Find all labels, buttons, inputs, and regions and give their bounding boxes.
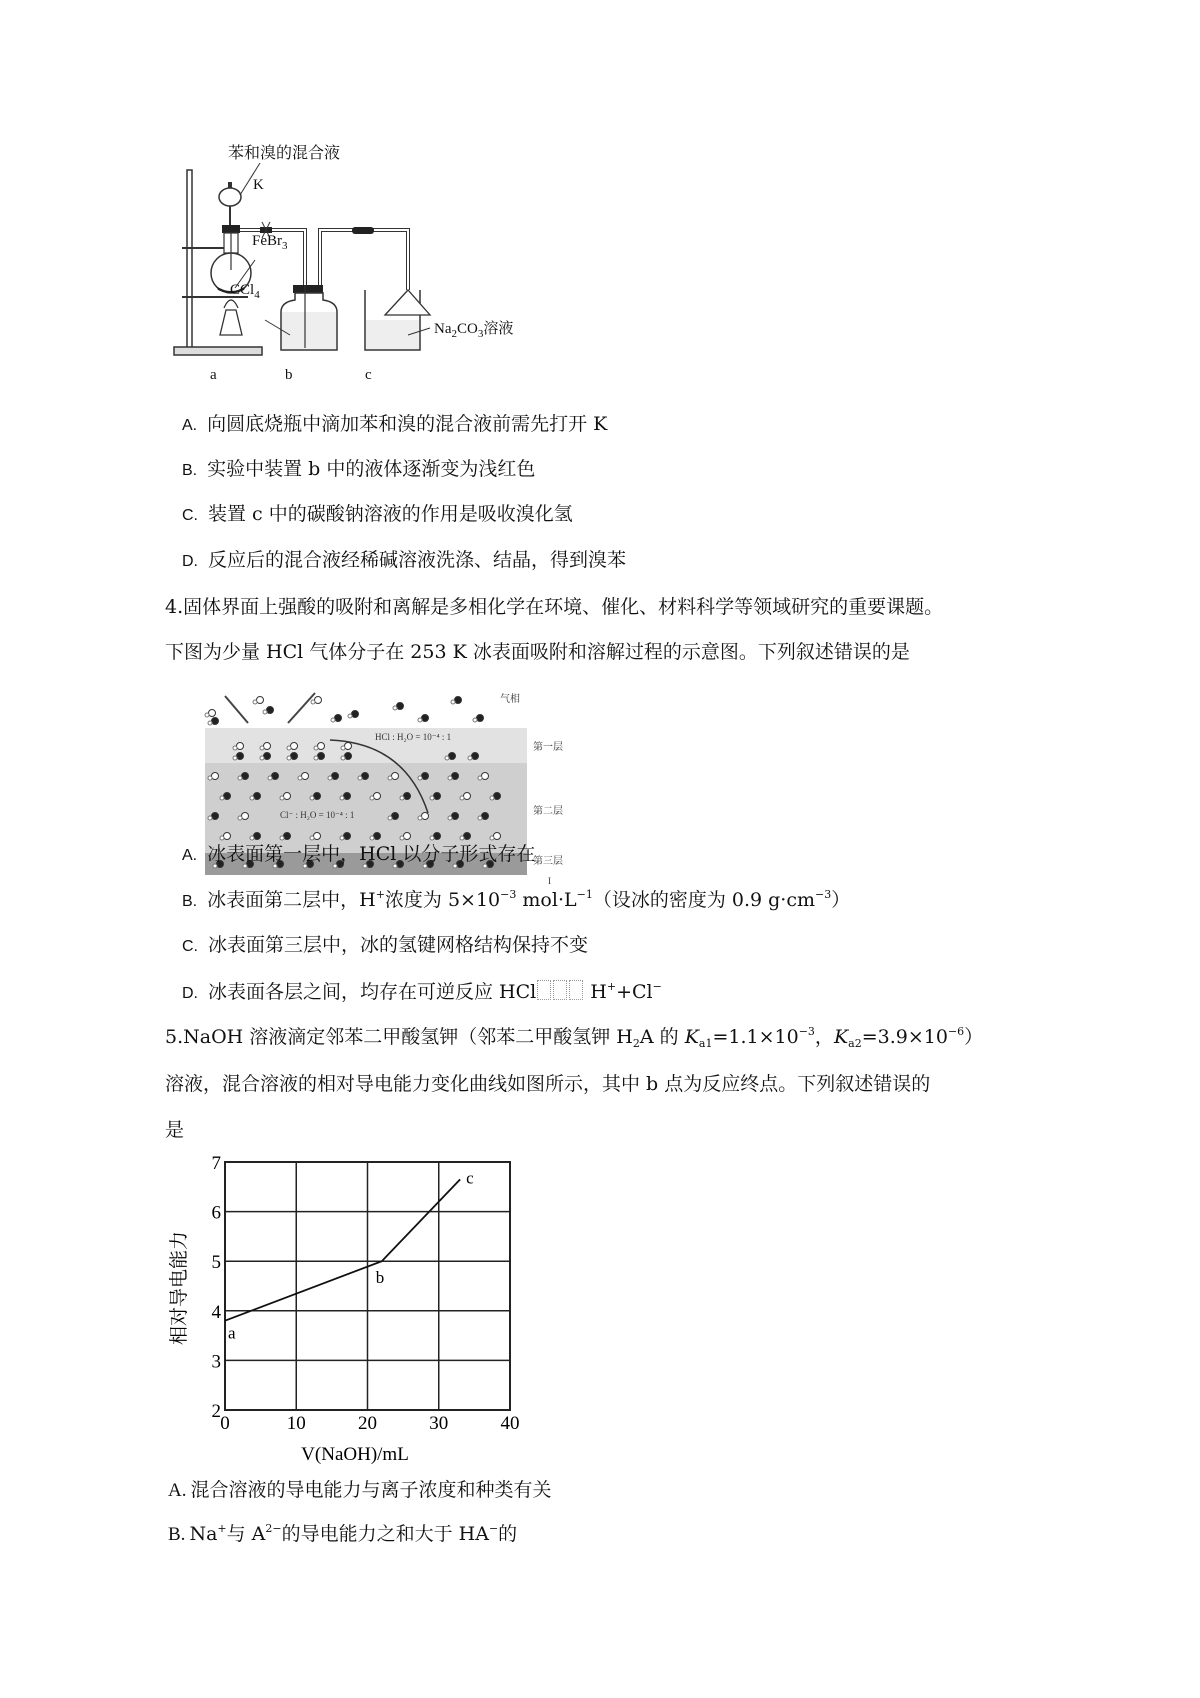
- y-tick-label: 5: [211, 1252, 221, 1274]
- layer2-molecule: [242, 773, 249, 780]
- gas-molecule: [352, 711, 359, 718]
- option-key: B.: [168, 1524, 186, 1545]
- q3-option-b: [182, 457, 535, 483]
- layer2-molecule-h: [340, 836, 344, 840]
- layer2-molecule: [392, 813, 399, 820]
- layer2-molecule: [392, 773, 399, 780]
- layer2-molecule-h: [430, 796, 434, 800]
- option-text: 的: [498, 1523, 518, 1545]
- layer1-molecule: [264, 753, 271, 760]
- ka2-value: =3.9×10: [861, 1026, 948, 1048]
- sub: 2: [632, 1037, 640, 1050]
- beaker-text-3: 溶液: [483, 321, 514, 337]
- catalyst-sub: 3: [282, 240, 288, 252]
- layer1-molecule: [291, 753, 298, 760]
- apparatus-drawing: [160, 140, 580, 390]
- layer2-molecule-h: [370, 836, 374, 840]
- stem-text: ）: [964, 1026, 984, 1048]
- layer2-molecule-h: [220, 796, 224, 800]
- y-tick-label: 3: [211, 1351, 221, 1373]
- device-label-a: a: [210, 367, 217, 383]
- q4-stem-line1: 4.固体界面上强酸的吸附和离解是多相化学在环境、催化、材料科学等领域研究的重要课题。: [165, 596, 944, 618]
- layer2-molecule-h: [418, 776, 422, 780]
- layer1-molecule: [345, 753, 352, 760]
- layer2-molecule: [224, 833, 231, 840]
- layer2-molecule-h: [340, 796, 344, 800]
- layer2-label: 第二层: [533, 806, 563, 817]
- layer2-molecule: [404, 793, 411, 800]
- layer1-molecule-h: [445, 756, 449, 760]
- layer1-label: 第一层: [533, 742, 563, 753]
- beaker-sub-1: 2: [451, 328, 457, 340]
- layer2-molecule-h: [430, 836, 434, 840]
- layer2-molecule-h: [250, 796, 254, 800]
- layer2-molecule-h: [310, 836, 314, 840]
- option-text: +Cl: [616, 981, 653, 1003]
- option-text: 冰表面第一层中，HCl 以分子形式存在: [207, 843, 536, 865]
- option-key: B.: [182, 893, 198, 910]
- layer1-molecule: [318, 753, 325, 760]
- layer1-molecule: [345, 743, 352, 750]
- layer2-molecule: [344, 833, 351, 840]
- q5-option-b: [168, 1522, 517, 1547]
- chart-ticks: [212, 1153, 520, 1434]
- layer2-molecule-h: [280, 836, 284, 840]
- flask-stopper: [222, 225, 240, 233]
- y-tick-label: 7: [211, 1153, 221, 1174]
- option-text: Na: [189, 1523, 218, 1545]
- sup: −3: [500, 888, 517, 901]
- bottom-mark: I: [548, 876, 551, 886]
- gas-molecule: [397, 703, 404, 710]
- layer2-molecule-h: [490, 796, 494, 800]
- sup: +: [217, 1522, 227, 1535]
- q3-option-d: [182, 548, 626, 574]
- sup: +: [375, 888, 385, 901]
- option-text: 的导电能力之和大于 HA: [281, 1523, 489, 1545]
- solvent-sub: 4: [254, 289, 260, 301]
- x-axis-label: V(NaOH)/mL: [301, 1444, 409, 1465]
- apparatus-figure: [160, 140, 580, 390]
- layer2-molecule-h: [238, 816, 242, 820]
- layer2-molecule: [452, 813, 459, 820]
- layer2-molecule: [482, 813, 489, 820]
- option-key: A.: [168, 1480, 187, 1501]
- layer2-molecule: [434, 793, 441, 800]
- y-tick-label: 6: [211, 1202, 221, 1224]
- q3-option-a: [182, 412, 607, 438]
- layer2-molecule: [314, 833, 321, 840]
- layer1-molecule-h: [314, 746, 318, 750]
- layer2-molecule: [212, 773, 219, 780]
- stand-rod: [187, 170, 192, 350]
- layer2-molecule: [434, 833, 441, 840]
- option-text: 向圆底烧瓶中滴加苯和溴的混合液前需先打开 K: [207, 413, 608, 435]
- option-key: D.: [182, 985, 198, 1002]
- layer2-molecule: [494, 833, 501, 840]
- gas-molecule: [315, 697, 322, 704]
- equilibrium-arrow-icon: [553, 980, 567, 1000]
- layer1-molecule: [318, 743, 325, 750]
- layer1-molecule: [237, 753, 244, 760]
- option-key: C.: [182, 938, 198, 955]
- option-text: 与 A: [226, 1523, 266, 1545]
- equilibrium-arrow-icon: [537, 980, 551, 1000]
- layer2-molecule-h: [460, 836, 464, 840]
- layer2-molecule: [464, 833, 471, 840]
- option-text: mol·L: [516, 889, 577, 911]
- layer2-molecule-h: [250, 836, 254, 840]
- sup: 2−: [265, 1522, 282, 1535]
- x-tick-label: 40: [500, 1413, 520, 1434]
- layer2-molecule: [452, 773, 459, 780]
- gas-molecule: [209, 710, 216, 717]
- gas-molecule-h: [208, 721, 212, 725]
- layer1-molecule-h: [287, 756, 291, 760]
- layer2-molecule: [224, 793, 231, 800]
- q5-stem-line1: [165, 1025, 983, 1049]
- option-text: 冰表面第二层中，H: [207, 889, 376, 911]
- bottle-stopper: [293, 285, 323, 293]
- chart-svg: [165, 1148, 525, 1466]
- beaker-sub-2: 3: [477, 328, 484, 340]
- q4-stem-line2: 下图为少量 HCl 气体分子在 253 K 冰表面吸附和溶解过程的示意图。下列叙述错误的是: [165, 641, 910, 663]
- equilibrium-arrow-icon: [569, 980, 583, 1000]
- desorb-arrow: [225, 696, 248, 723]
- beaker-text-1: Na: [434, 321, 452, 337]
- y-tick-label: 4: [211, 1301, 221, 1323]
- gas-phase-label: 气相: [500, 694, 520, 705]
- dropping-funnel: [219, 188, 241, 206]
- chart-grid: [225, 1162, 510, 1410]
- y-tick-label: 2: [211, 1401, 221, 1422]
- layer2-molecule-h: [478, 776, 482, 780]
- layer1-molecule-h: [341, 756, 345, 760]
- layer2-molecule-h: [400, 796, 404, 800]
- q4-option-b: [182, 888, 850, 914]
- layer2-molecule-h: [460, 796, 464, 800]
- layer1-molecule: [237, 743, 244, 750]
- stem-text: 5.NaOH 溶液滴定邻苯二甲酸氢钾（邻苯二甲酸氢钾 H: [165, 1026, 633, 1048]
- q3-option-c: [182, 502, 573, 528]
- gas-molecule-h: [393, 706, 397, 710]
- gas-molecule-h: [348, 714, 352, 718]
- gas-molecule-h: [451, 700, 455, 704]
- conductivity-chart: [165, 1148, 525, 1466]
- gas-molecule: [422, 715, 429, 722]
- y-axis-label: 相对导电能力: [169, 1230, 190, 1346]
- gas-molecule: [477, 715, 484, 722]
- layer2-molecule: [494, 793, 501, 800]
- option-text: 反应后的混合液经稀碱溶液洗涤、结晶，得到溴苯: [208, 549, 627, 571]
- gas-molecule: [212, 718, 219, 725]
- layer2-molecule: [254, 793, 261, 800]
- layer2-molecule-h: [328, 776, 332, 780]
- x-tick-label: 10: [286, 1413, 306, 1434]
- layer2-molecule-h: [478, 816, 482, 820]
- layer2-molecule: [302, 773, 309, 780]
- option-text: 装置 c 中的碳酸钠溶液的作用是吸收溴化氢: [208, 503, 573, 525]
- layer2-molecule: [482, 773, 489, 780]
- catalyst-text: FeBr: [252, 233, 282, 249]
- layer2-molecule: [254, 833, 261, 840]
- layer2-molecule: [422, 773, 429, 780]
- layer2-molecule-h: [208, 776, 212, 780]
- gas-molecule-h: [253, 700, 257, 704]
- q4-option-c: [182, 933, 588, 959]
- stem-text: ，: [814, 1026, 834, 1048]
- layer2-molecule: [374, 833, 381, 840]
- valve-label: K: [253, 177, 264, 193]
- option-key: C.: [182, 507, 198, 524]
- layer2-ratio: Cl⁻ : H₂O = 10⁻⁴ : 1: [280, 810, 355, 820]
- gas-molecule-h: [473, 718, 477, 722]
- point-label-c: c: [466, 1168, 474, 1188]
- layer2-molecule-h: [388, 776, 392, 780]
- layer1-molecule: [472, 753, 479, 760]
- q5-stem-line3: 是: [165, 1119, 185, 1141]
- solvent-text: CCl: [230, 282, 255, 298]
- layer2-molecule: [314, 793, 321, 800]
- chart-line: [225, 1168, 474, 1342]
- layer2-molecule-h: [280, 796, 284, 800]
- rubber-connector: [352, 227, 374, 234]
- layer2-molecule: [212, 813, 219, 820]
- q5-option-a: [168, 1478, 552, 1503]
- layer1-molecule-h: [287, 746, 291, 750]
- device-label-c: c: [365, 367, 372, 383]
- funnel-label: 苯和溴的混合液: [228, 145, 341, 162]
- stem-text: A 的: [639, 1026, 685, 1048]
- sub: a2: [848, 1037, 862, 1050]
- layer1-molecule-h: [341, 746, 345, 750]
- point-label-b: b: [375, 1268, 385, 1288]
- gas-molecule: [455, 697, 462, 704]
- sup: −: [488, 1522, 499, 1535]
- option-text: 浓度为 5×10: [384, 889, 501, 911]
- layer2-molecule: [464, 793, 471, 800]
- layer2-molecule-h: [310, 796, 314, 800]
- x-tick-label: 20: [358, 1413, 377, 1434]
- layer2-molecule-h: [238, 776, 242, 780]
- sup: +: [606, 980, 617, 993]
- adsorb-arrow: [288, 693, 315, 723]
- sub: a1: [698, 1037, 713, 1050]
- option-key: B.: [182, 462, 198, 479]
- point-label-a: a: [228, 1323, 236, 1343]
- layer2-molecule: [242, 813, 249, 820]
- q5-stem-line2: 溶液，混合溶液的相对导电能力变化曲线如图所示，其中 b 点为反应终点。下列叙述错误的: [165, 1073, 931, 1095]
- inverted-funnel: [385, 290, 430, 315]
- layer2-molecule-h: [298, 776, 302, 780]
- layer1-ratio: HCl : H₂O = 10⁻⁴ : 1: [375, 732, 452, 742]
- option-text: H: [584, 981, 607, 1003]
- stand-base: [174, 347, 262, 355]
- layer2-molecule: [272, 773, 279, 780]
- layer2-molecule-h: [358, 776, 362, 780]
- gas-molecule-h: [418, 718, 422, 722]
- layer2-molecule-h: [490, 836, 494, 840]
- layer1-molecule-h: [260, 746, 264, 750]
- layer1-molecule-h: [233, 746, 237, 750]
- conductivity-curve: [225, 1179, 460, 1320]
- layer1-molecule: [291, 743, 298, 750]
- option-key: A.: [182, 417, 198, 434]
- layer2-molecule-h: [370, 796, 374, 800]
- layer2-molecule: [362, 773, 369, 780]
- gas-molecule: [257, 697, 264, 704]
- beaker-label: [434, 320, 513, 338]
- gas-molecule-h: [331, 718, 335, 722]
- layer2-molecule-h: [418, 816, 422, 820]
- option-text: 冰表面第三层中，冰的氢键网格结构保持不变: [208, 934, 589, 956]
- device-label-b: b: [285, 367, 293, 383]
- gas-molecule-h: [263, 710, 267, 714]
- layer1-molecule: [449, 753, 456, 760]
- layer1-molecule-h: [468, 756, 472, 760]
- option-text: 冰表面各层之间，均存在可逆反应 HCl: [208, 981, 537, 1003]
- sup: −6: [947, 1025, 965, 1038]
- option-text: 混合溶液的导电能力与离子浓度和种类有关: [190, 1479, 552, 1501]
- option-key: D.: [182, 553, 198, 570]
- layer2-molecule: [422, 813, 429, 820]
- layer2-molecule-h: [208, 816, 212, 820]
- sup: −: [652, 980, 662, 993]
- sup: −1: [576, 888, 593, 901]
- gas-molecule-h: [205, 713, 209, 717]
- layer2-molecule-h: [448, 816, 452, 820]
- layer3-label: 第三层: [533, 856, 563, 867]
- layer2-molecule: [284, 833, 291, 840]
- layer2-molecule-h: [400, 836, 404, 840]
- gas-molecule: [267, 707, 274, 714]
- layer2-molecule-h: [388, 816, 392, 820]
- beaker-text-2: CO: [457, 321, 478, 337]
- gas-molecule: [335, 715, 342, 722]
- ka1-value: =1.1×10: [712, 1026, 799, 1048]
- ka1-symbol: K: [684, 1026, 699, 1048]
- layer2-molecule: [404, 833, 411, 840]
- layer2-molecule: [374, 793, 381, 800]
- layer1-molecule: [264, 743, 271, 750]
- option-text: （设冰的密度为 0.9 g·cm: [592, 889, 815, 911]
- alcohol-lamp: [220, 310, 242, 335]
- option-text: 实验中装置 b 中的液体逐渐变为浅红色: [207, 458, 536, 480]
- catalyst-label: [252, 232, 288, 250]
- sup: −3: [814, 888, 832, 901]
- layer2-molecule-h: [268, 776, 272, 780]
- q4-option-d: [182, 980, 662, 1006]
- x-tick-label: 0: [220, 1413, 230, 1434]
- layer2-molecule: [284, 793, 291, 800]
- layer2-molecule-h: [448, 776, 452, 780]
- q4-option-a: [182, 842, 535, 868]
- solvent-label: [230, 281, 260, 299]
- layer2-molecule: [344, 793, 351, 800]
- layer1-molecule-h: [314, 756, 318, 760]
- layer1-molecule-h: [260, 756, 264, 760]
- layer2-molecule-h: [220, 836, 224, 840]
- option-text: ）: [831, 889, 851, 911]
- gas-molecule-h: [311, 700, 315, 704]
- x-tick-label: 30: [429, 1413, 449, 1434]
- ka2-symbol: K: [833, 1026, 849, 1048]
- layer2-molecule: [332, 773, 339, 780]
- option-key: A.: [182, 847, 198, 864]
- sup: −3: [798, 1025, 815, 1038]
- layer1-molecule-h: [233, 756, 237, 760]
